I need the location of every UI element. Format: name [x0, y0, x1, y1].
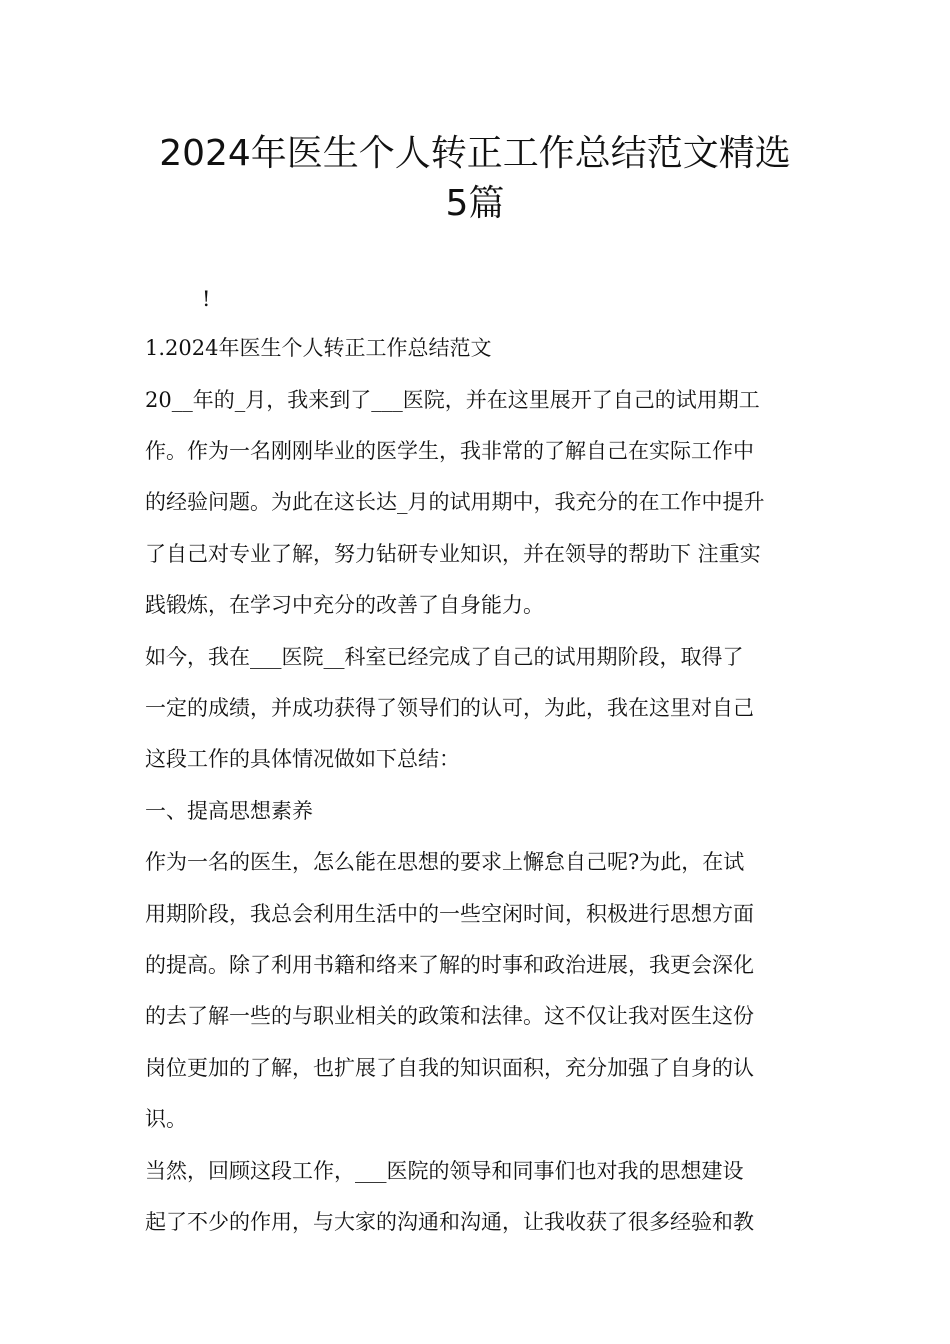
document-title-line-1: 2024年医生个人转正工作总结范文精选 — [159, 133, 791, 174]
paragraph-line: 的提高。除了利用书籍和络来了解的时事和政治进展，我更会深化 — [145, 953, 754, 977]
paragraph-line: 践锻炼，在学习中充分的改善了自身能力。 — [145, 593, 544, 617]
section-heading-1: 1.2024年医生个人转正工作总结范文 — [145, 336, 492, 360]
exclamation-mark: ! — [202, 287, 211, 311]
paragraph-line: 如今，我在___医院__科室已经完成了自己的试用期阶段，取得了 — [145, 645, 744, 669]
paragraph-line: 当然，回顾这段工作，___医院的领导和同事们也对我的思想建设 — [145, 1159, 744, 1183]
paragraph-line: 了自己对专业了解，努力钻研专业知识，并在领导的帮助下 注重实 — [145, 542, 761, 566]
paragraph-line: 作为一名的医生，怎么能在思想的要求上懈怠自己呢?为此，在试 — [145, 850, 745, 874]
paragraph-line: 20__年的_月，我来到了___医院，并在这里展开了自己的试用期工 — [145, 388, 760, 412]
paragraph-line: 识。 — [145, 1107, 187, 1131]
document-title-line-2: 5篇 — [445, 183, 505, 224]
paragraph-line: 一定的成绩，并成功获得了领导们的认可，为此，我在这里对自己 — [145, 696, 754, 720]
paragraph-line: 的去了解一些的与职业相关的政策和法律。这不仅让我对医生这份 — [145, 1004, 754, 1028]
paragraph-line: 用期阶段，我总会利用生活中的一些空闲时间，积极进行思想方面 — [145, 902, 754, 926]
section-heading-2: 一、提高思想素养 — [145, 799, 313, 823]
paragraph-line: 作。作为一名刚刚毕业的医学生，我非常的了解自己在实际工作中 — [145, 439, 754, 463]
paragraph-line: 起了不少的作用，与大家的沟通和沟通，让我收获了很多经验和教 — [145, 1210, 754, 1234]
paragraph-line: 岗位更加的了解，也扩展了自我的知识面积，充分加强了自身的认 — [145, 1056, 754, 1080]
paragraph-line: 的经验问题。为此在这长达_月的试用期中，我充分的在工作中提升 — [145, 490, 765, 514]
paragraph-line: 这段工作的具体情况做如下总结： — [145, 747, 460, 771]
